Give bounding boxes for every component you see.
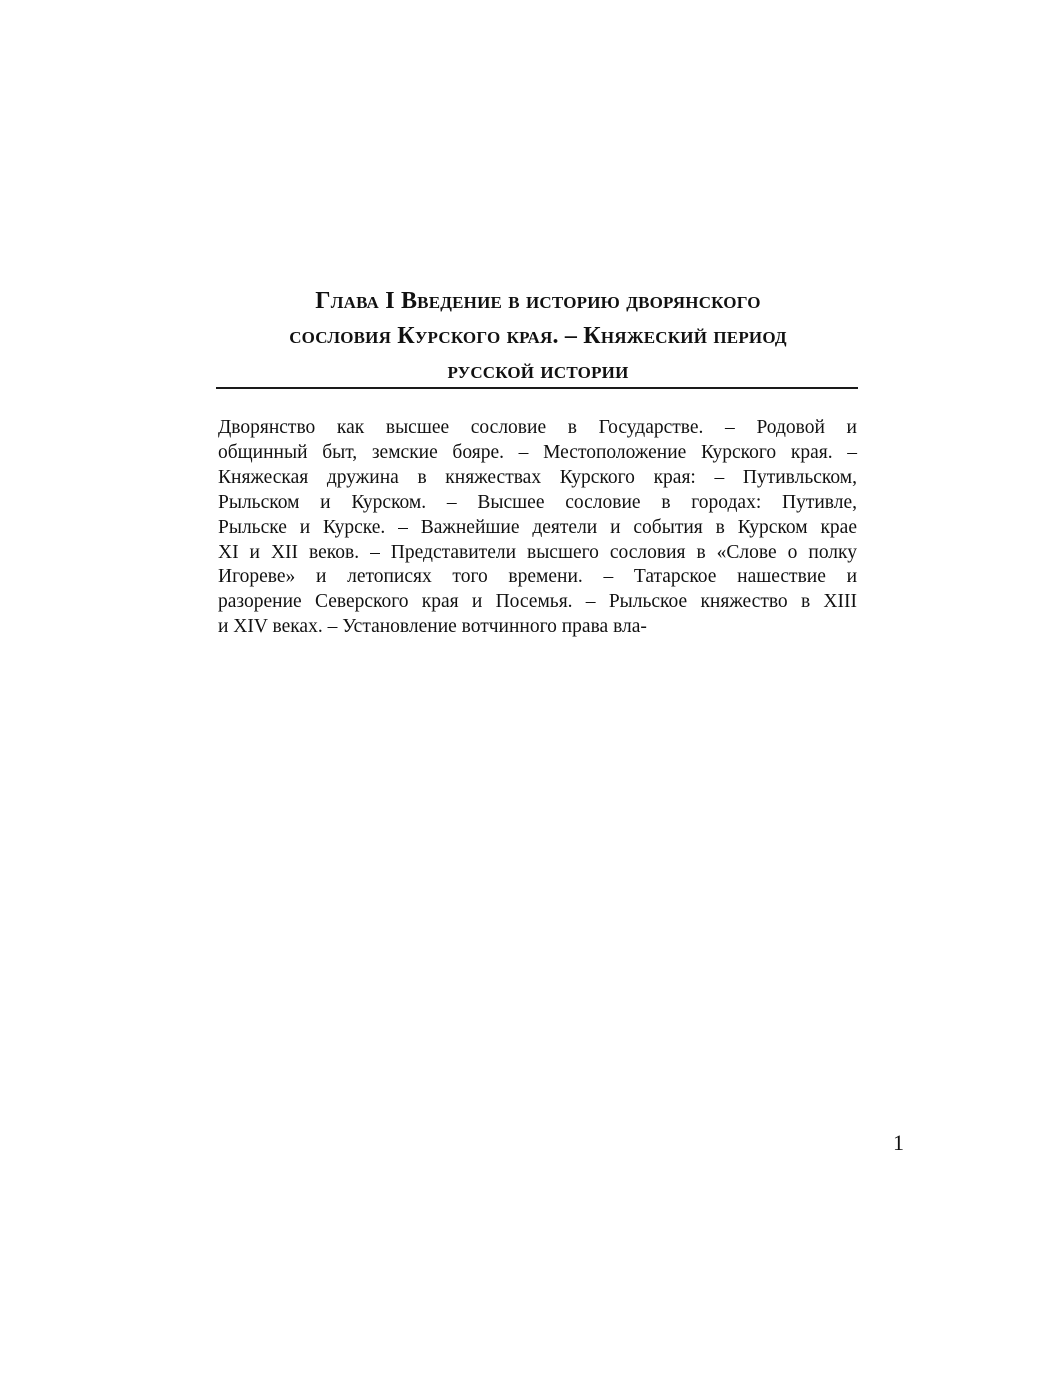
chapter-summary [218, 416, 857, 640]
summary-line: Княжеская дружина в княжествах Курского края: – Путивльском, [218, 466, 857, 488]
chapter-title [218, 284, 858, 389]
summary-line: общинный быт, земские бояре. – Местоположение Курского края. – [218, 441, 857, 463]
chapter-title-line: сословия Курского края. – Княжеский период [289, 323, 787, 349]
chapter-title-line: Глава I Введение в историю дворянского [315, 288, 761, 314]
heading-divider [216, 387, 858, 389]
summary-line: и XIV веках. – Установление вотчинного права вла- [218, 616, 647, 638]
summary-line: разорение Северского края и Посемья. – Рыльское княжество в XIII [218, 591, 857, 613]
summary-line: XI и XII веков. – Представители высшего сословия в «Слове о полку [218, 541, 857, 563]
chapter-title-line: русской истории [447, 358, 629, 384]
summary-line: Рыльском и Курском. – Высшее сословие в городах: Путивле, [218, 491, 857, 513]
summary-line: Игореве» и летописях того времени. – Татарское нашествие и [218, 566, 857, 588]
summary-line: Дворянство как высшее сословие в Государстве. – Родовой и [218, 417, 857, 438]
summary-line: Рыльске и Курске. – Важнейшие деятели и события в Курском крае [218, 516, 857, 538]
page-number: 1 [893, 1130, 904, 1155]
